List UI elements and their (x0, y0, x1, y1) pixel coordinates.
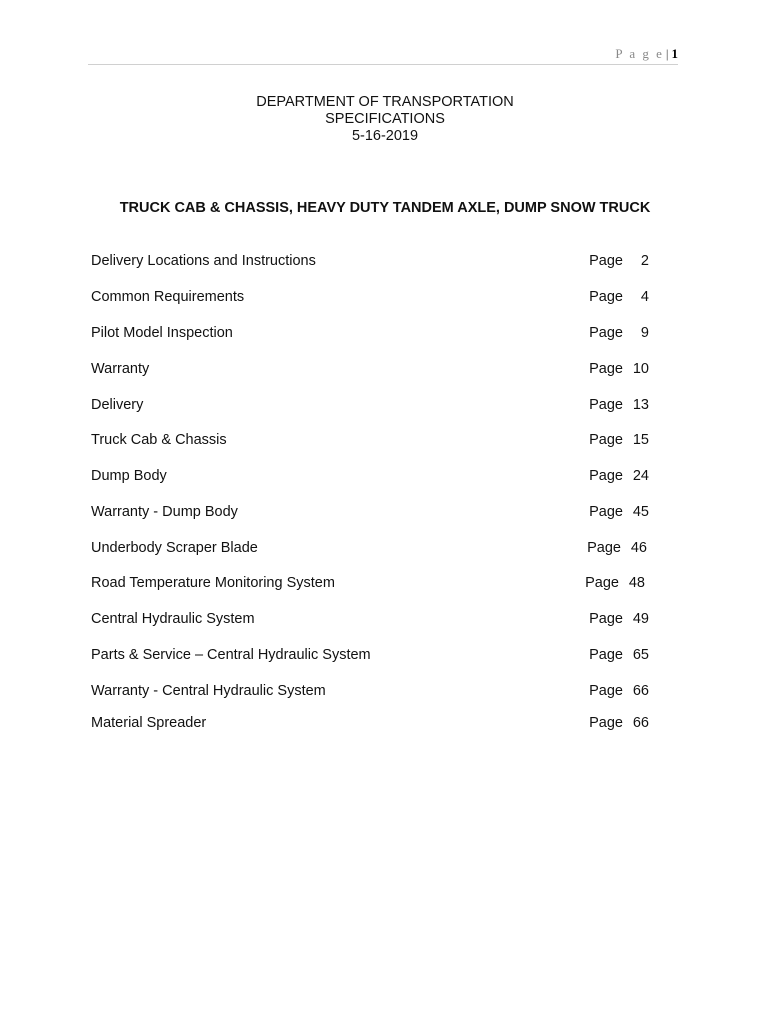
toc-page-number: 2 (640, 253, 649, 269)
page-number-indicator (615, 46, 678, 62)
toc-page-number: 15 (632, 432, 649, 448)
toc-entry (91, 540, 651, 560)
specifications-label: SPECIFICATIONS (325, 111, 445, 127)
toc-entry-page (589, 325, 649, 341)
toc-page-label: Page (589, 397, 623, 413)
document-date: 5-16-2019 (351, 128, 419, 144)
toc-entry-title: Road Temperature Monitoring System (91, 575, 335, 591)
toc-entry-page (589, 647, 649, 663)
page-label: P a g e (615, 46, 664, 61)
toc-page-label: Page (589, 504, 623, 520)
toc-entry-page (589, 253, 649, 269)
toc-entry-page (589, 289, 649, 305)
toc-entry (91, 432, 651, 452)
toc-page-label: Page (589, 361, 623, 377)
page-number: 1 (671, 46, 678, 61)
toc-page-label: Page (589, 468, 623, 484)
toc-entry-title: Delivery (91, 397, 144, 413)
toc-entry (91, 575, 651, 595)
department-name: DEPARTMENT OF TRANSPORTATION (256, 94, 514, 110)
toc-page-label: Page (589, 432, 623, 448)
toc-entry-page (587, 540, 647, 556)
toc-entry (91, 715, 651, 735)
toc-page-number: 65 (632, 647, 649, 663)
toc-entry-title: Parts & Service – Central Hydraulic System (91, 647, 371, 663)
toc-entry-page (589, 397, 649, 413)
toc-page-number: 48 (628, 575, 645, 591)
toc-entry-page (589, 361, 649, 377)
toc-entry-title: Central Hydraulic System (91, 611, 255, 627)
toc-entry (91, 253, 651, 273)
toc-page-label: Page (589, 253, 623, 269)
toc-page-label: Page (589, 325, 623, 341)
toc-entry-page (589, 683, 649, 699)
document-title: TRUCK CAB & CHASSIS, HEAVY DUTY TANDEM AXLE, DUMP SNOW TRUCK (119, 200, 651, 216)
page-separator: | (665, 46, 669, 61)
toc-entry (91, 611, 651, 631)
toc-entry-page (589, 715, 649, 731)
toc-page-number: 13 (632, 397, 649, 413)
document-heading (0, 94, 770, 145)
toc-entry-page (589, 504, 649, 520)
toc-page-label: Page (585, 575, 619, 591)
toc-entry (91, 361, 651, 381)
toc-entry-title: Warranty (91, 361, 150, 377)
toc-page-number: 10 (632, 361, 649, 377)
toc-entry (91, 397, 651, 417)
toc-entry (91, 683, 651, 703)
toc-page-label: Page (589, 611, 623, 627)
toc-page-label: Page (589, 647, 623, 663)
toc-entry-page (589, 468, 649, 484)
toc-page-number: 66 (632, 715, 649, 731)
toc-page-label: Page (589, 289, 623, 305)
toc-entry-title: Pilot Model Inspection (91, 325, 233, 341)
toc-entry (91, 325, 651, 345)
toc-entry (91, 647, 651, 667)
toc-page-label: Page (589, 683, 623, 699)
toc-entry-title: Warranty - Dump Body (91, 504, 238, 520)
toc-page-number: 66 (632, 683, 649, 699)
toc-page-number: 46 (630, 540, 647, 556)
toc-entry-title: Delivery Locations and Instructions (91, 253, 316, 269)
toc-entry-title: Underbody Scraper Blade (91, 540, 258, 556)
toc-entry (91, 468, 651, 488)
toc-page-number: 45 (632, 504, 649, 520)
toc-entry-page (585, 575, 645, 591)
toc-entry-title: Material Spreader (91, 715, 207, 731)
toc-entry (91, 504, 651, 524)
toc-page-number: 49 (632, 611, 649, 627)
toc-entry-title: Warranty - Central Hydraulic System (91, 683, 326, 699)
toc-page-number: 24 (632, 468, 649, 484)
toc-entry-title: Common Requirements (91, 289, 245, 305)
page-header (88, 44, 678, 65)
toc-page-number: 4 (640, 289, 649, 305)
toc-page-label: Page (587, 540, 621, 556)
toc-page-number: 9 (640, 325, 649, 341)
toc-entry-page (589, 432, 649, 448)
toc-entry (91, 289, 651, 309)
toc-entry-page (589, 611, 649, 627)
toc-page-label: Page (589, 715, 623, 731)
toc-entry-title: Dump Body (91, 468, 167, 484)
toc-entry-title: Truck Cab & Chassis (91, 432, 227, 448)
